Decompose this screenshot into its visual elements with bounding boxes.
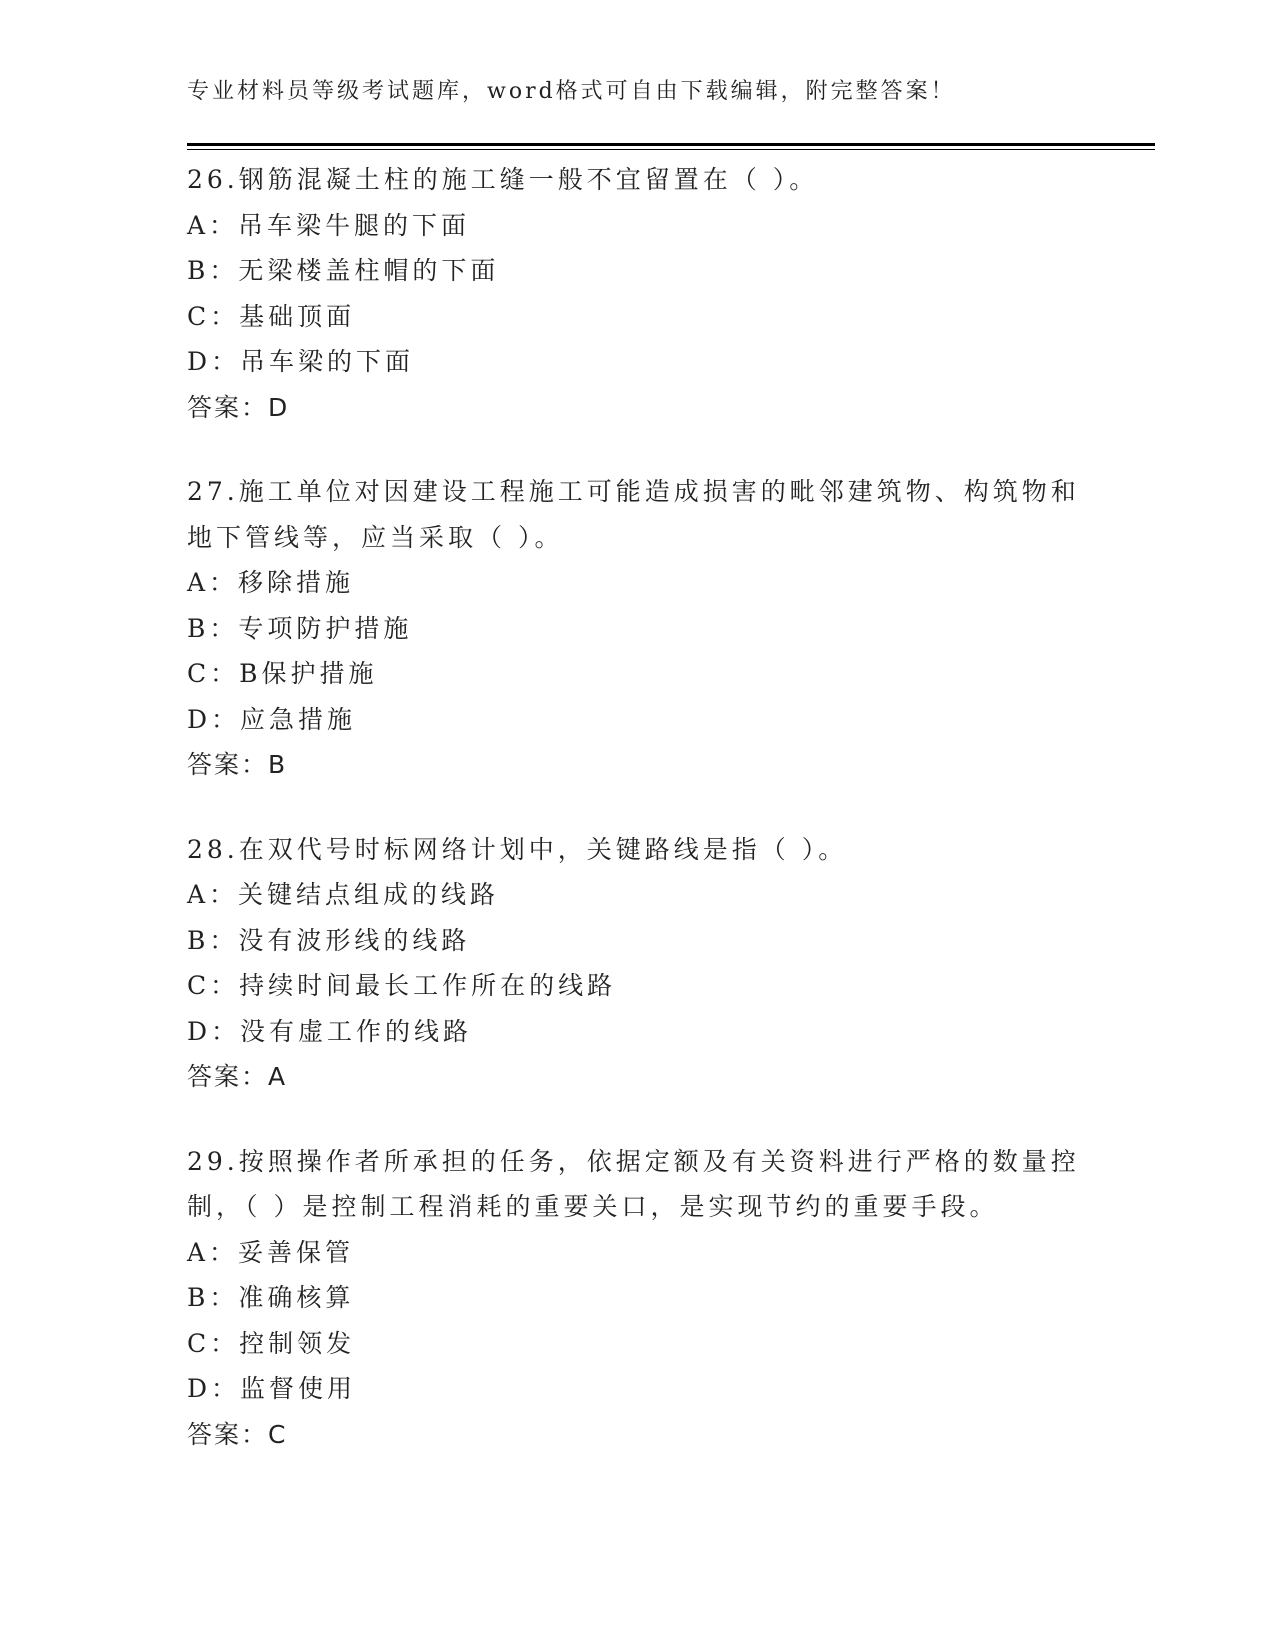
question-stem: 27.施工单位对因建设工程施工可能造成损害的毗邻建筑物、构筑物和	[187, 477, 1080, 506]
option-d: D：监督使用	[187, 1374, 357, 1403]
option-c: C：基础顶面	[187, 301, 356, 331]
header-rule-thick	[187, 143, 1155, 146]
option-b: B：没有波形线的线路	[187, 925, 471, 955]
header-rule-thin	[187, 149, 1155, 150]
option-a: A：移除措施	[187, 568, 355, 597]
option-d: D：吊车梁的下面	[187, 347, 415, 376]
question-27	[187, 469, 1087, 788]
question-stem-continued: 地下管线等，应当采取（ ）。	[187, 522, 564, 552]
question-29	[187, 1139, 1087, 1458]
option-a: A：关键结点组成的线路	[187, 880, 500, 909]
question-stem: 26.钢筋混凝土柱的施工缝一般不宜留置在（ ）。	[187, 165, 819, 194]
option-a: A：妥善保管	[187, 1237, 355, 1267]
option-b: B：无梁楼盖柱帽的下面	[187, 256, 500, 285]
option-b: B：专项防护措施	[187, 613, 413, 643]
option-d: D：没有虚工作的线路	[187, 1016, 473, 1046]
question-26	[187, 157, 1087, 430]
option-c: C：持续时间最长工作所在的线路	[187, 971, 617, 1000]
option-b: B：准确核算	[187, 1283, 355, 1312]
question-28	[187, 827, 1087, 1100]
answer: 答案：B	[187, 750, 288, 779]
option-d: D：应急措施	[187, 704, 357, 734]
page-header: 专业材料员等级考试题库，word格式可自由下载编辑，附完整答案！	[187, 79, 956, 104]
question-stem: 29.按照操作者所承担的任务，依据定额及有关资料进行严格的数量控	[187, 1146, 1080, 1176]
question-list	[187, 157, 1087, 1496]
question-stem-continued: 制，（ ）是控制工程消耗的重要关口，是实现节约的重要手段。	[187, 1192, 999, 1221]
question-stem: 28.在双代号时标网络计划中，关键路线是指（ ）。	[187, 834, 848, 864]
answer: 答案：A	[187, 1062, 288, 1091]
option-c: C：控制领发	[187, 1328, 356, 1358]
option-a: A：吊车梁牛腿的下面	[187, 210, 471, 240]
answer: 答案：D	[187, 392, 290, 422]
option-c: C：B保护措施	[187, 659, 378, 688]
answer: 答案：C	[187, 1419, 288, 1449]
